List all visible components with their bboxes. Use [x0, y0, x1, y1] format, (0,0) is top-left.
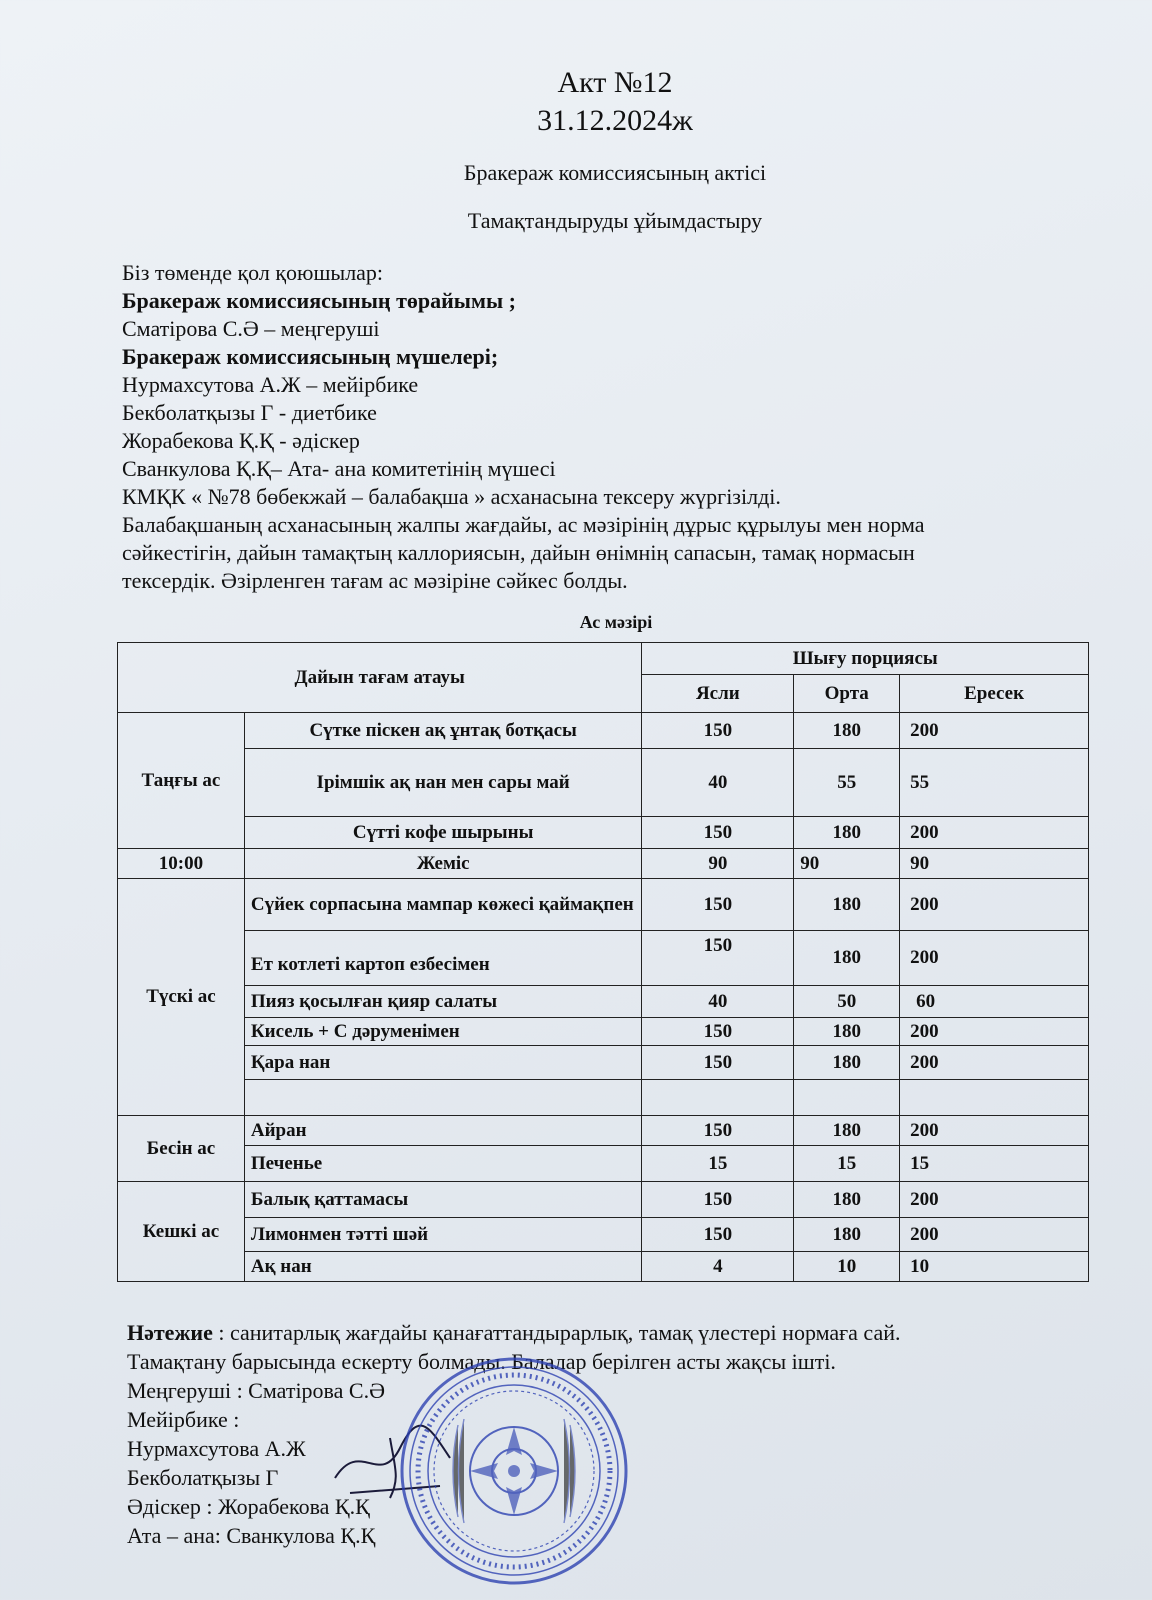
dish-name: Қара нан: [244, 1046, 642, 1080]
act-number: Акт №12: [557, 66, 673, 99]
chair-heading: Бракераж комиссиясының төрайымы ;: [122, 288, 516, 313]
footer-line: Меңгеруші : Сматірова С.Ә: [127, 1378, 385, 1403]
table-header-row: [118, 643, 1089, 675]
table-row: [118, 1116, 1089, 1146]
table-row: [118, 1182, 1089, 1218]
portion-orta: 180: [794, 931, 900, 986]
paragraph-line: Балабақшаның асханасының жалпы жағдайы, ас мәзірінің дұрыс құрылуы мен норма: [122, 512, 925, 537]
table-row: [118, 931, 1089, 986]
table-row-empty: [118, 1080, 1089, 1116]
dish-name: Пияз қосылған қияр салаты: [244, 986, 642, 1018]
col-dish-header: Дайын тағам атауы: [118, 643, 642, 713]
act-topic: Тамақтандыруды ұйымдастыру: [467, 208, 763, 233]
portion-orta: 90: [794, 849, 900, 879]
portion-orta: 180: [794, 1018, 900, 1046]
col-eresek-header: Ересек: [900, 675, 1089, 713]
footer-line: Ата – ана: Сванкулова Қ.Қ: [127, 1523, 376, 1548]
portion-eresek: 10: [900, 1252, 1089, 1282]
portion-eresek: 90: [900, 849, 1089, 879]
portion-orta: 180: [794, 1218, 900, 1252]
member-item: Нурмахсутова А.Ж – мейірбике: [122, 372, 419, 397]
dish-name: Айран: [244, 1116, 642, 1146]
paragraph-line: сәйкестігін, дайын тамақтың каллориясын, дайын өнімнің сапасын, тамақ нормасын: [122, 540, 915, 565]
portion-orta: 180: [794, 817, 900, 849]
act-date: 31.12.2024ж: [537, 104, 693, 137]
portion-orta: 50: [794, 986, 900, 1018]
table-row: [118, 1218, 1089, 1252]
portion-eresek: 200: [900, 817, 1089, 849]
official-stamp: [398, 1355, 630, 1587]
portion-orta: 55: [794, 749, 900, 817]
menu-title: Ас мәзірі: [579, 612, 653, 632]
meal-snack-10: 10:00: [118, 849, 245, 879]
footer-line: Мейірбике :: [127, 1407, 240, 1432]
table-row: [118, 749, 1089, 817]
footer-line: Бекболатқызы Г: [127, 1465, 279, 1490]
portion-eresek: 60: [900, 986, 1089, 1018]
col-yasli-header: Ясли: [642, 675, 794, 713]
portion-orta: 180: [794, 713, 900, 749]
portion-yasli: 150: [642, 1018, 794, 1046]
meal-lunch: Түскі ас: [118, 879, 245, 1116]
table-row: [118, 1018, 1089, 1046]
portion-yasli: 15: [642, 1146, 794, 1182]
signers-intro: Біз төменде қол қоюшылар:: [122, 260, 384, 285]
dish-name: Лимонмен тәтті шәй: [244, 1218, 642, 1252]
member-item: Сванкулова Қ.Қ– Ата- ана комитетінің мүшесі: [122, 456, 556, 481]
dish-name: Сүтке піскен ақ ұнтақ ботқасы: [244, 713, 642, 749]
member-item: Бекболатқызы Г - диетбике: [122, 400, 377, 425]
result-line: [127, 1318, 1027, 1347]
portion-orta: 180: [794, 879, 900, 931]
dish-name: Ақ нан: [244, 1252, 642, 1282]
col-portion-header: Шығу порциясы: [642, 643, 1089, 675]
portion-eresek: 200: [900, 931, 1089, 986]
dish-name: Балық қаттамасы: [244, 1182, 642, 1218]
act-subtitle: Бракераж комиссиясының актісі: [463, 160, 767, 185]
table-row: [118, 986, 1089, 1018]
intro-block: [122, 259, 1062, 595]
table-row: [118, 1252, 1089, 1282]
portion-eresek: 15: [900, 1146, 1089, 1182]
portion-yasli: 40: [642, 749, 794, 817]
portion-orta: 180: [794, 1116, 900, 1146]
member-item: Жорабекова Қ.Қ - әдіскер: [122, 428, 360, 453]
footer-line: Тамақтану барысында ескерту болмады. Балалар берілген асты жақсы ішті.: [127, 1349, 836, 1374]
table-row: [118, 1046, 1089, 1080]
paragraph-line: тексердік. Әзірленген тағам ас мәзіріне сәйкес болды.: [122, 568, 628, 593]
result-text: : санитарлық жағдайы қанағаттандырарлық, тамақ үлестері нормаға сай.: [212, 1320, 901, 1345]
chair-name: Сматірова С.Ә – меңгеруші: [122, 316, 380, 341]
footer-line: Нурмахсутова А.Ж: [127, 1436, 306, 1461]
meal-dinner: Кешкі ас: [118, 1182, 245, 1282]
table-row: [118, 817, 1089, 849]
portion-orta: 10: [794, 1252, 900, 1282]
portion-orta: 180: [794, 1182, 900, 1218]
portion-yasli: 90: [642, 849, 794, 879]
portion-yasli: 4: [642, 1252, 794, 1282]
portion-orta: 15: [794, 1146, 900, 1182]
result-label: Нәтежие: [127, 1320, 213, 1345]
table-row: [118, 879, 1089, 931]
col-orta-header: Орта: [794, 675, 900, 713]
portion-eresek: 200: [900, 1046, 1089, 1080]
inspection-line: КМҚК « №78 бөбекжай – балабақша » асханасына тексеру жүргізілді.: [122, 484, 781, 509]
members-heading: Бракераж комиссиясының мүшелері;: [122, 344, 499, 369]
dish-name: Ірімшік ақ нан мен сары май: [244, 749, 642, 817]
dish-name: Кисель + С дәруменімен: [244, 1018, 642, 1046]
portion-eresek: 200: [900, 713, 1089, 749]
portion-eresek: 200: [900, 1182, 1089, 1218]
table-row: [118, 1146, 1089, 1182]
portion-yasli: 150: [642, 713, 794, 749]
portion-eresek: 55: [900, 749, 1089, 817]
portion-yasli: 150: [642, 1218, 794, 1252]
portion-yasli: 150: [642, 1182, 794, 1218]
portion-orta: 180: [794, 1046, 900, 1080]
portion-eresek: 200: [900, 1018, 1089, 1046]
dish-name: Сүйек сорпасына мампар көжесі қаймақпен: [244, 879, 642, 931]
table-row: [118, 849, 1089, 879]
meal-afternoon: Бесін ас: [118, 1116, 245, 1182]
dish-name: Жеміс: [244, 849, 642, 879]
portion-eresek: 200: [900, 1116, 1089, 1146]
menu-table: [117, 642, 1089, 1282]
portion-yasli: 150: [642, 931, 794, 986]
portion-yasli: 150: [642, 817, 794, 849]
portion-yasli: 40: [642, 986, 794, 1018]
portion-yasli: 150: [642, 879, 794, 931]
table-row: [118, 713, 1089, 749]
footer-line: Әдіскер : Жорабекова Қ.Қ: [127, 1494, 370, 1519]
portion-eresek: 200: [900, 879, 1089, 931]
dish-name: Печенье: [244, 1146, 642, 1182]
portion-yasli: 150: [642, 1046, 794, 1080]
portion-eresek: 200: [900, 1218, 1089, 1252]
portion-yasli: 150: [642, 1116, 794, 1146]
dish-name: Ет котлеті картоп езбесімен: [244, 931, 642, 986]
meal-breakfast: Таңғы ас: [118, 713, 245, 849]
dish-name: Сүтті кофе шырыны: [244, 817, 642, 849]
